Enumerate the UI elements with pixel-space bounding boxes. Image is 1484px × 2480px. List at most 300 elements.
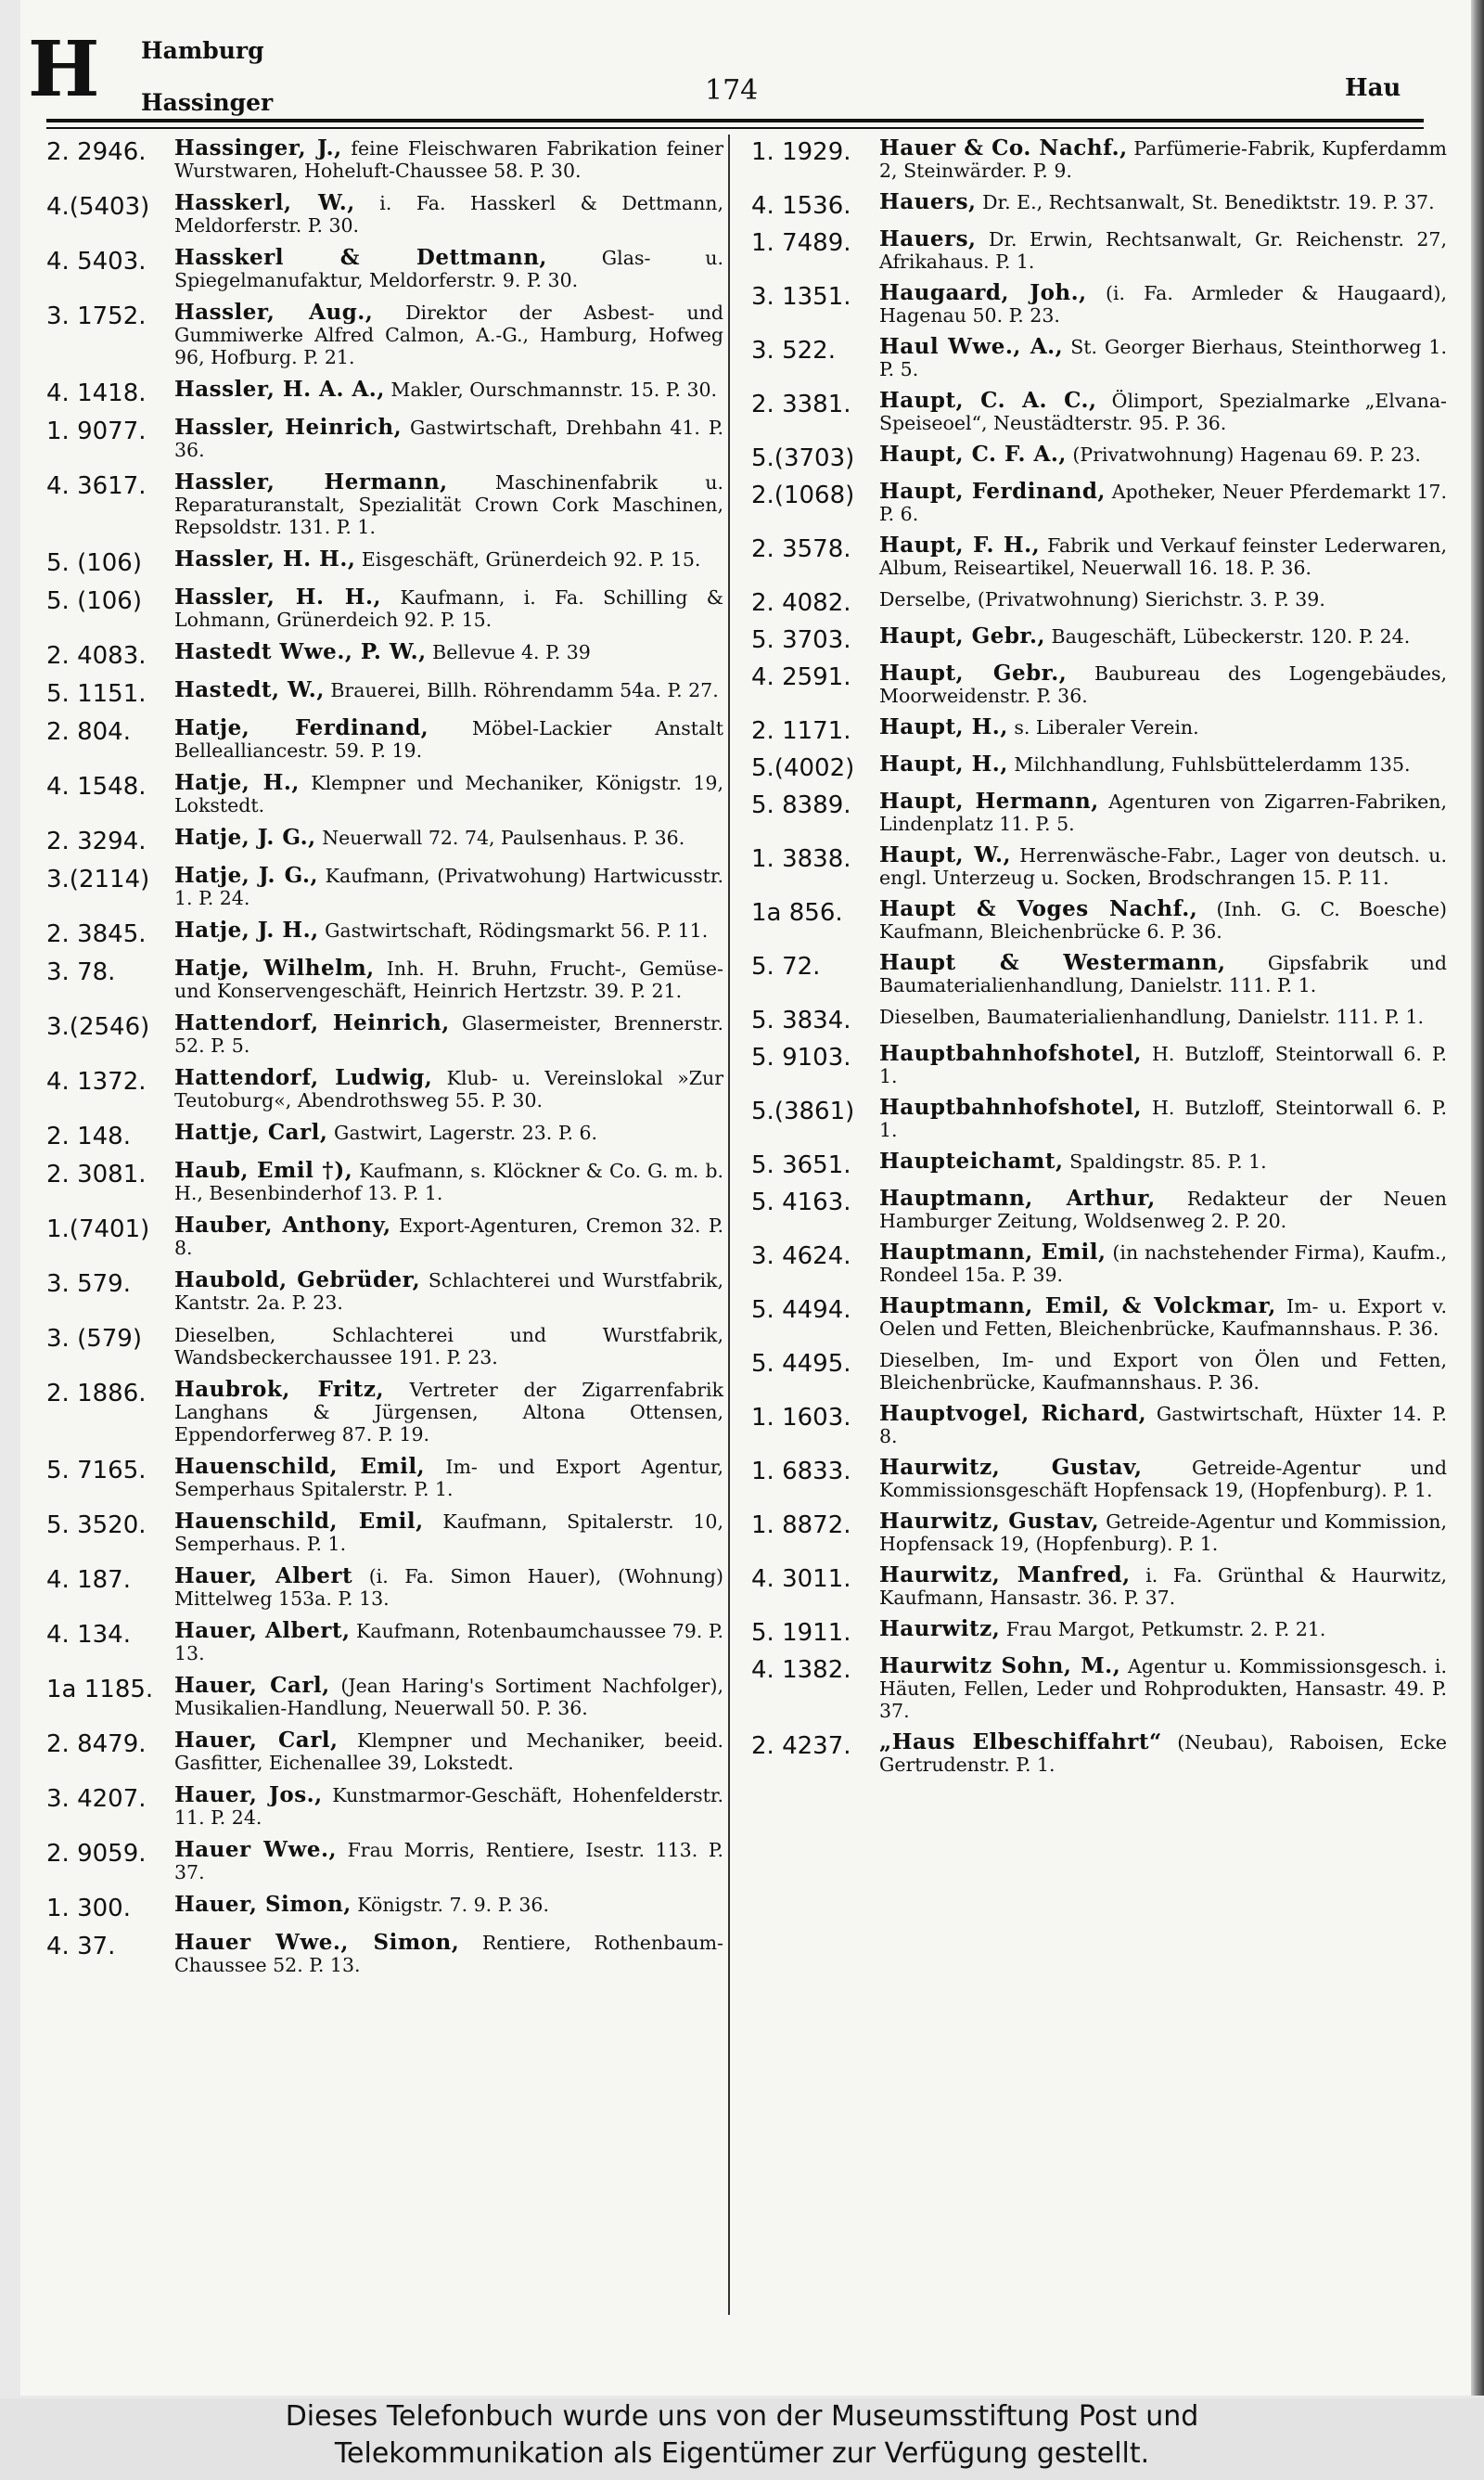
entry-text	[174, 1784, 723, 1829]
entry-text	[879, 336, 1447, 380]
directory-entry	[46, 679, 723, 707]
subscriber-details: Glasermeister, Brennerstr. 52. P. 5.	[174, 1012, 723, 1057]
entry-text	[879, 191, 1447, 213]
directory-entry	[751, 1097, 1447, 1141]
phone-number: 2. 1886.	[46, 1380, 147, 1407]
footer-line-2: Telekommunikation als Eigentümer zur Verfügung gestellt.	[334, 2437, 1150, 2470]
entry-text	[879, 1731, 1447, 1776]
phone-number: 5. 4163.	[751, 1189, 851, 1216]
phone-number: 4. 1548.	[46, 773, 147, 801]
subscriber-details: Gastwirtschaft, Drehbahn 41. P. 36.	[174, 417, 723, 461]
subscriber-name: Haurwitz, Manfred,	[879, 1562, 1131, 1587]
subscriber-name: Hatje, J. H.,	[174, 918, 319, 943]
subscriber-name: Hauptmann, Emil,	[879, 1240, 1107, 1265]
phone-number: 3. 579.	[46, 1270, 131, 1298]
subscriber-details: Kaufmann, Rotenbaumchaussee 79. P. 13.	[174, 1620, 723, 1664]
subscriber-name: Hauptvogel, Richard,	[879, 1401, 1147, 1426]
directory-entry	[46, 1160, 723, 1204]
entry-text	[174, 827, 723, 849]
subscriber-details: Schlachterei und Wurstfabrik, Kantstr. 2a. P. 23.	[174, 1269, 723, 1314]
directory-entry	[46, 1510, 723, 1555]
phone-number: 3.(2546)	[46, 1013, 150, 1041]
subscriber-details: H. Butzloff, Steintorwall 6. P. 1.	[879, 1097, 1447, 1141]
phone-number: 4. 2591.	[751, 663, 851, 691]
subscriber-name: Hasskerl & Dettmann,	[174, 245, 547, 270]
subscriber-name: Hatje, J. G.,	[174, 863, 318, 888]
footer-line-1: Dieses Telefonbuch wurde uns von der Museumsstiftung Post und	[285, 2400, 1199, 2433]
subscriber-details: H. Butzloff, Steintorwall 6. P. 1.	[879, 1043, 1447, 1087]
entry-text	[879, 844, 1447, 889]
phone-number: 5. (106)	[46, 587, 142, 615]
entry-text	[174, 1675, 723, 1719]
subscriber-name: Hauers,	[879, 189, 977, 214]
directory-entry	[751, 282, 1447, 327]
phone-number: 4. 1382.	[751, 1656, 851, 1684]
phone-number: 4. 37.	[46, 1933, 116, 1960]
phone-number: 5. 7165.	[46, 1457, 147, 1484]
subscriber-details: Im- u. Export v. Oelen und Fetten, Bleichenbrücke, Kaufmannshaus. P. 36.	[879, 1295, 1447, 1340]
page-number: 174	[705, 74, 759, 107]
directory-entry	[751, 625, 1447, 653]
entry-text	[174, 1379, 723, 1446]
subscriber-details: Dieselben, Im- und Export von Ölen und Fetten, Bleichenbrücke, Kaufmannshaus. P. 36.	[879, 1349, 1447, 1394]
subscriber-name: Haupt & Westermann,	[879, 950, 1226, 975]
subscriber-details: Makler, Ourschmannstr. 15. P. 30.	[390, 379, 718, 401]
subscriber-details: Brauerei, Billh. Röhrendamm 54a. P. 27.	[330, 679, 719, 701]
subscriber-name: Haupt, Hermann,	[879, 789, 1099, 814]
phone-number: 5.(4002)	[751, 754, 855, 782]
directory-entry	[751, 1403, 1447, 1447]
phone-number: 1. 7489.	[751, 229, 851, 257]
phone-number: 2. 1171.	[751, 717, 851, 745]
subscriber-name: Hasskerl, W.,	[174, 190, 355, 215]
subscriber-details: Maschinenfabrik u. Reparaturanstalt, Spezialität Crown Cork Maschinen, Repsoldstr. 131. P. 1.	[174, 471, 723, 538]
subscriber-name: Hastedt, W.,	[174, 677, 325, 702]
subscriber-name: Hauenschild, Emil,	[174, 1509, 424, 1534]
subscriber-name: Haul Wwe., A.,	[879, 334, 1064, 359]
subscriber-details: i. Fa. Hasskerl & Dettmann, Meldorferstr. P. 30.	[174, 192, 723, 237]
directory-entry	[751, 1618, 1447, 1646]
phone-number: 3. 1351.	[751, 283, 851, 311]
directory-entry	[751, 1564, 1447, 1609]
subscriber-details: Frau Morris, Rentiere, Isestr. 113. P. 37.	[174, 1839, 723, 1883]
subscriber-name: Haurwitz, Gustav,	[879, 1455, 1143, 1480]
entry-text	[174, 471, 723, 538]
footer-notice	[0, 2398, 1484, 2480]
phone-number: 2. 8479.	[46, 1730, 147, 1758]
entry-text	[174, 1620, 723, 1664]
entry-text	[879, 898, 1447, 943]
phone-number: 2. 3081.	[46, 1161, 147, 1189]
subscriber-name: Hassler, H. A. A.,	[174, 377, 385, 402]
subscriber-details: Rentiere, Rothenbaum-Chaussee 52. P. 13.	[174, 1932, 723, 1976]
subscriber-name: Hassler, H. H.,	[174, 546, 356, 572]
subscriber-name: Haupt, H.,	[879, 714, 1008, 739]
entry-text	[879, 1043, 1447, 1087]
subscriber-details: feine Fleischwaren Fabrikation feiner Wurstwaren, Hoheluft-Chaussee 58. P. 30.	[174, 137, 723, 182]
subscriber-name: Haupt, F. H.,	[879, 533, 1041, 558]
phone-number: 5. 3703.	[751, 626, 851, 654]
subscriber-details: Eisgeschäft, Grünerdeich 92. P. 15.	[361, 548, 701, 571]
entry-text	[174, 1510, 723, 1555]
phone-number: 5. 3834.	[751, 1007, 851, 1034]
subscriber-details: Inh. H. Bruhn, Frucht-, Gemüse- und Konservengeschäft, Heinrich Hertzstr. 39. P. 21.	[174, 957, 723, 1002]
directory-entry	[46, 1324, 723, 1368]
entry-text	[879, 588, 1447, 610]
phone-number: 2. 148.	[46, 1123, 131, 1150]
directory-entry	[751, 1150, 1447, 1178]
entry-text	[879, 625, 1447, 648]
entry-text	[174, 1012, 723, 1057]
directory-entry	[46, 1932, 723, 1976]
subscriber-name: Haupt, H.,	[879, 752, 1008, 777]
directory-entry	[46, 1012, 723, 1057]
entry-text	[174, 379, 723, 401]
subscriber-name: Haupt, C. A. C.,	[879, 388, 1097, 413]
entry-text	[174, 417, 723, 461]
phone-number: 2. 9059.	[46, 1840, 147, 1868]
subscriber-name: Haugaard, Joh.,	[879, 280, 1087, 305]
entry-text	[879, 790, 1447, 835]
subscriber-details: Agenturen von Zigarren-Fabriken, Lindenplatz 11. P. 5.	[879, 790, 1447, 835]
subscriber-name: Hauer, Carl,	[174, 1728, 339, 1753]
directory-entry	[751, 790, 1447, 835]
directory-entry	[46, 1269, 723, 1314]
subscriber-name: Haupt & Voges Nachf.,	[879, 896, 1198, 921]
subscriber-details: Frau Margot, Petkumstr. 2. P. 21.	[1005, 1618, 1326, 1640]
directory-entry	[46, 1839, 723, 1883]
subscriber-details: Export-Agenturen, Cremon 32. P. 8.	[174, 1214, 723, 1259]
section-letter: H	[28, 25, 100, 114]
directory-entry	[751, 534, 1447, 579]
entry-text	[879, 1006, 1447, 1028]
directory-entry	[751, 716, 1447, 744]
directory-entry	[46, 247, 723, 291]
phone-number: 3. 4624.	[751, 1242, 851, 1270]
phone-number: 5. 72.	[751, 953, 821, 981]
subscriber-name: Haupt, Gebr.,	[879, 661, 1068, 686]
directory-entry	[46, 379, 723, 406]
subscriber-name: Hastedt Wwe., P. W.,	[174, 639, 427, 664]
entry-text	[879, 1188, 1447, 1232]
subscriber-name: Hassler, Hermann,	[174, 469, 448, 495]
entry-text	[174, 1122, 723, 1144]
subscriber-name: Hassler, Aug.,	[174, 300, 374, 325]
directory-entry	[46, 192, 723, 237]
subscriber-details: (in nachstehender Firma), Kaufm., Rondeel 15a. P. 39.	[879, 1241, 1448, 1286]
entry-text	[174, 919, 723, 942]
subscriber-details: Spaldingstr. 85. P. 1.	[1069, 1150, 1267, 1173]
subscriber-details: s. Liberaler Verein.	[1014, 716, 1199, 739]
entry-text	[879, 1150, 1447, 1173]
entry-text	[174, 1839, 723, 1883]
subscriber-name: Hauer, Albert,	[174, 1618, 351, 1643]
entry-text	[174, 247, 723, 291]
directory-entry	[751, 1188, 1447, 1232]
directory-entry	[751, 1510, 1447, 1555]
phone-number: 1. 3838.	[751, 845, 851, 873]
phone-number: 5. (106)	[46, 549, 142, 577]
directory-entry	[751, 228, 1447, 273]
phone-number: 4.(5403)	[46, 193, 150, 221]
subscriber-details: Agentur u. Kommissionsgesch. i. Häuten, Fellen, Leder und Rohprodukten, Hansastr. 49. P. 37.	[879, 1655, 1447, 1722]
directory-entry	[751, 1295, 1447, 1340]
phone-number: 5. 8389.	[751, 791, 851, 819]
subscriber-details: Getreide-Agentur und Kommission, Hopfensack 19, (Hopfenburg). P. 1.	[879, 1510, 1447, 1555]
phone-number: 5.(3861)	[751, 1098, 855, 1125]
entry-text	[174, 1160, 723, 1204]
entry-text	[174, 641, 723, 663]
range-right-word: Hau	[1345, 74, 1401, 102]
subscriber-details: Redakteur der Neuen Hamburger Zeitung, Woldsenweg 2. P. 20.	[879, 1188, 1447, 1232]
directory-entry	[751, 137, 1447, 182]
phone-number: 5. 1911.	[751, 1619, 851, 1647]
subscriber-name: Hatje, H.,	[174, 770, 300, 795]
subscriber-name: Hassler, H. H.,	[174, 585, 382, 610]
subscriber-details: (Jean Haring's Sortiment Nachfolger), Musikalien-Handlung, Neuerwall 50. P. 36.	[174, 1675, 723, 1719]
directory-entry	[751, 1006, 1447, 1034]
subscriber-details: Gastwirtschaft, Hüxter 14. P. 8.	[879, 1403, 1447, 1447]
directory-entry	[751, 1043, 1447, 1087]
subscriber-name: Hauptbahnhofshotel,	[879, 1095, 1142, 1120]
entry-text	[879, 282, 1447, 327]
phone-number: 2. 3294.	[46, 828, 147, 855]
subscriber-name: Haubold, Gebrüder,	[174, 1267, 421, 1292]
entry-text	[174, 957, 723, 1002]
phone-number: 4. 187.	[46, 1566, 131, 1594]
entry-text	[879, 1295, 1447, 1340]
directory-entry	[46, 772, 723, 816]
subscriber-details: (i. Fa. Armleder & Haugaard), Hagenau 50. P. 23.	[879, 282, 1447, 327]
directory-entry	[751, 1349, 1447, 1394]
subscriber-details: Bellevue 4. P. 39	[432, 641, 591, 663]
subscriber-details: Kaufmann, i. Fa. Schilling & Lohmann, Grünerdeich 92. P. 15.	[174, 586, 723, 631]
directory-entry	[751, 1457, 1447, 1501]
entry-text	[879, 1655, 1447, 1722]
phone-number: 2. 3578.	[751, 535, 851, 563]
subscriber-details: Im- und Export Agentur, Semperhaus Spitalerstr. P. 1.	[174, 1456, 723, 1500]
entry-text	[879, 662, 1447, 707]
phone-number: 1. 8872.	[751, 1511, 851, 1539]
entry-text	[174, 192, 723, 237]
directory-entry	[46, 919, 723, 947]
subscriber-name: Haurwitz Sohn, M.,	[879, 1653, 1121, 1678]
directory-entry	[46, 717, 723, 762]
subscriber-details: Klempner und Mechaniker, beeid. Gasfitter, Eichenallee 39, Lokstedt.	[174, 1729, 723, 1774]
subscriber-name: Hauer Wwe.,	[174, 1837, 337, 1862]
entry-text	[879, 1564, 1447, 1609]
directory-entry	[46, 1784, 723, 1829]
subscriber-details: (Privatwohnung) Hagenau 69. P. 23.	[1072, 443, 1421, 466]
directory-entry	[46, 957, 723, 1002]
subscriber-name: Haupt, W.,	[879, 842, 1012, 867]
subscriber-details: Gipsfabrik und Baumaterialienhandlung, Danielstr. 111. P. 1.	[879, 952, 1447, 996]
phone-number: 1. 1929.	[751, 138, 851, 166]
phone-number: 4. 5403.	[46, 248, 147, 276]
phone-number: 2. 2946.	[46, 138, 147, 166]
entry-text	[174, 1456, 723, 1500]
entry-text	[879, 1510, 1447, 1555]
entry-text	[879, 228, 1447, 273]
directory-entry	[46, 417, 723, 461]
subscriber-details: Derselbe, (Privatwohnung) Sierichstr. 3. P. 39.	[879, 588, 1325, 610]
entry-text	[879, 481, 1447, 525]
phone-number: 1. 300.	[46, 1895, 131, 1922]
directory-entry	[46, 641, 723, 669]
directory-entry	[751, 662, 1447, 707]
directory-entry	[46, 1620, 723, 1664]
directory-entry	[46, 1894, 723, 1921]
subscriber-details: (Neubau), Raboisen, Ecke Gertrudenstr. P. 1.	[879, 1731, 1447, 1776]
entry-text	[174, 717, 723, 762]
phone-number: 3.(2114)	[46, 866, 150, 893]
subscriber-name: Hauenschild, Emil,	[174, 1454, 426, 1479]
subscriber-details: Getreide-Agentur und Kommissionsgeschäft Hopfensack 19, (Hopfenburg). P. 1.	[879, 1457, 1447, 1501]
phone-number: 2. 3845.	[46, 920, 147, 948]
subscriber-details: Direktor der Asbest- und Gummiwerke Alfred Calmon, A.-G., Hamburg, Hofweg 96, Hofburg. P. 21.	[174, 302, 723, 368]
phone-number: 5. 4494.	[751, 1296, 851, 1324]
header-rule	[46, 119, 1424, 122]
entry-text	[879, 534, 1447, 579]
phone-number: 5.(3703)	[751, 444, 855, 472]
entry-text	[174, 1565, 723, 1610]
directory-entry	[46, 1565, 723, 1610]
directory-entry	[46, 302, 723, 368]
subscriber-name: Hatje, Ferdinand,	[174, 715, 429, 740]
page-edge-shadow	[1471, 0, 1484, 2396]
directory-entry	[46, 586, 723, 631]
directory-entry	[46, 1379, 723, 1446]
subscriber-details: Kunstmarmor-Geschäft, Hohenfelderstr. 11. P. 24.	[174, 1784, 723, 1829]
entry-text	[174, 1932, 723, 1976]
phone-number: 3. 4207.	[46, 1785, 147, 1813]
subscriber-details: Dieselben, Baumaterialienhandlung, Danielstr. 111. P. 1.	[879, 1006, 1425, 1028]
subscriber-name: Hauer, Carl,	[174, 1673, 330, 1698]
subscriber-name: Hattendorf, Heinrich,	[174, 1010, 450, 1035]
directory-entry	[46, 471, 723, 538]
entry-text	[174, 1324, 723, 1368]
entry-text	[879, 1457, 1447, 1501]
directory-entry	[46, 1729, 723, 1774]
subscriber-details: i. Fa. Grünthal & Haurwitz, Kaufmann, Hansastr. 36. P. 37.	[879, 1564, 1447, 1609]
entry-text	[174, 302, 723, 368]
directory-entry	[46, 865, 723, 909]
subscriber-details: Dr. E., Rechtsanwalt, St. Benediktstr. 19. P. 37.	[982, 191, 1435, 213]
directory-entry	[751, 753, 1447, 781]
directory-entry	[46, 1067, 723, 1112]
directory-entry	[46, 1675, 723, 1719]
directory-entry	[751, 844, 1447, 889]
subscriber-name: Hauers,	[879, 226, 977, 251]
subscriber-name: Hatje, J. G.,	[174, 825, 316, 850]
subscriber-details: Glas- u. Spiegelmanufaktur, Meldorferstr. 9. P. 30.	[174, 247, 723, 291]
phone-number: 1a 1185.	[46, 1676, 154, 1703]
subscriber-name: Hauer Wwe., Simon,	[174, 1930, 460, 1955]
directory-entry	[751, 1731, 1447, 1776]
entry-text	[879, 137, 1447, 182]
subscriber-name: Haupt, Gebr.,	[879, 623, 1045, 649]
phone-number: 4. 3011.	[751, 1565, 851, 1593]
subscriber-name: Hassinger, J.,	[174, 135, 342, 161]
subscriber-name: „Haus Elbeschiffahrt“	[879, 1729, 1162, 1754]
entry-text	[174, 679, 723, 701]
entry-text	[879, 716, 1447, 739]
directory-entry	[46, 1456, 723, 1500]
header-rule-thin	[46, 127, 1424, 129]
directory-entry	[751, 1655, 1447, 1722]
phone-number: 5. 4495.	[751, 1350, 851, 1378]
phone-number: 3. 522.	[751, 337, 836, 365]
phone-number: 3. 1752.	[46, 302, 147, 330]
directory-entry	[751, 588, 1447, 616]
phone-number: 4. 1536.	[751, 192, 851, 220]
subscriber-name: Haupt, C. F. A.,	[879, 442, 1067, 467]
directory-entry	[46, 137, 723, 182]
column-divider	[728, 135, 730, 2315]
subscriber-details: (Inh. G. C. Boesche) Kaufmann, Bleichenbrücke 6. P. 36.	[879, 898, 1447, 943]
range-from: Hamburg	[141, 37, 264, 64]
subscriber-details: Vertreter der Zigarrenfabrik Langhans & Jürgensen, Altona Ottensen, Eppendorferweg 87. P. 19.	[174, 1379, 723, 1446]
subscriber-details: Gastwirt, Lagerstr. 23. P. 6.	[333, 1122, 598, 1144]
phone-number: 3. 78.	[46, 958, 116, 986]
phone-number: 2. 4082.	[751, 589, 851, 617]
phone-number: 1a 856.	[751, 899, 843, 927]
subscriber-details: Apotheker, Neuer Pferdemarkt 17. P. 6.	[879, 481, 1447, 525]
directory-entry	[751, 952, 1447, 996]
range-to: Hassinger	[141, 89, 274, 116]
subscriber-name: Haub, Emil †),	[174, 1158, 353, 1183]
subscriber-details: Kaufmann, s. Klöckner & Co. G. m. b. H., Besenbinderhof 13. P. 1.	[174, 1160, 723, 1204]
directory-entry	[46, 548, 723, 576]
subscriber-name: Hauptmann, Emil, & Volckmar,	[879, 1293, 1276, 1318]
phone-number: 2. 4237.	[751, 1732, 851, 1760]
subscriber-details: Neuerwall 72. 74, Paulsenhaus. P. 36.	[322, 827, 685, 849]
subscriber-name: Hattendorf, Ludwig,	[174, 1065, 433, 1090]
subscriber-details: Kaufmann, (Privatwohung) Hartwicusstr. 1. P. 24.	[174, 865, 723, 909]
directory-entry	[46, 1214, 723, 1259]
phone-number: 2.(1068)	[751, 482, 855, 509]
directory-entry	[46, 827, 723, 855]
subscriber-details: Ölimport, Spezialmarke „Elvana-Speiseoel“, Neustädterstr. 95. P. 36.	[879, 390, 1447, 434]
subscriber-details: Klempner und Mechaniker, Königstr. 19, Lokstedt.	[174, 772, 723, 816]
entry-text	[174, 772, 723, 816]
phone-number: 4. 1372.	[46, 1068, 147, 1096]
subscriber-name: Hauptbahnhofshotel,	[879, 1041, 1142, 1066]
phone-number: 5. 3651.	[751, 1151, 851, 1179]
subscriber-details: Gastwirtschaft, Rödingsmarkt 56. P. 11.	[325, 919, 709, 942]
entry-text	[879, 1241, 1447, 1286]
directory-entry	[46, 1122, 723, 1150]
subscriber-details: Herrenwäsche-Fabr., Lager von deutsch. u. engl. Unterzeug u. Socken, Brodschrangen 15. P. 11.	[879, 844, 1447, 889]
subscriber-details: (i. Fa. Simon Hauer), (Wohnung) Mittelweg 153a. P. 13.	[174, 1565, 723, 1610]
entry-text	[879, 952, 1447, 996]
subscriber-details: Klub- u. Vereinslokal »Zur Teutoburg«, Abendrothsweg 55. P. 30.	[174, 1067, 723, 1112]
subscriber-details: Parfümerie-Fabrik, Kupferdamm 2, Steinwärder. P. 9.	[879, 137, 1447, 182]
subscriber-name: Haurwitz,	[879, 1616, 1001, 1641]
phone-number: 4. 1418.	[46, 379, 147, 407]
phone-number: 5. 9103.	[751, 1044, 851, 1072]
subscriber-name: Hauber, Anthony,	[174, 1213, 391, 1238]
subscriber-name: Haupteichamt,	[879, 1149, 1064, 1174]
subscriber-details: Königstr. 7. 9. P. 36.	[357, 1894, 549, 1916]
phone-number: 4. 3617.	[46, 472, 147, 500]
subscriber-name: Haupt, Ferdinand,	[879, 479, 1106, 504]
subscriber-name: Hauptmann, Arthur,	[879, 1186, 1156, 1211]
right-column	[751, 137, 1447, 1785]
entry-text	[174, 1894, 723, 1916]
entry-text	[174, 1269, 723, 1314]
phone-number: 1. 9077.	[46, 418, 147, 445]
